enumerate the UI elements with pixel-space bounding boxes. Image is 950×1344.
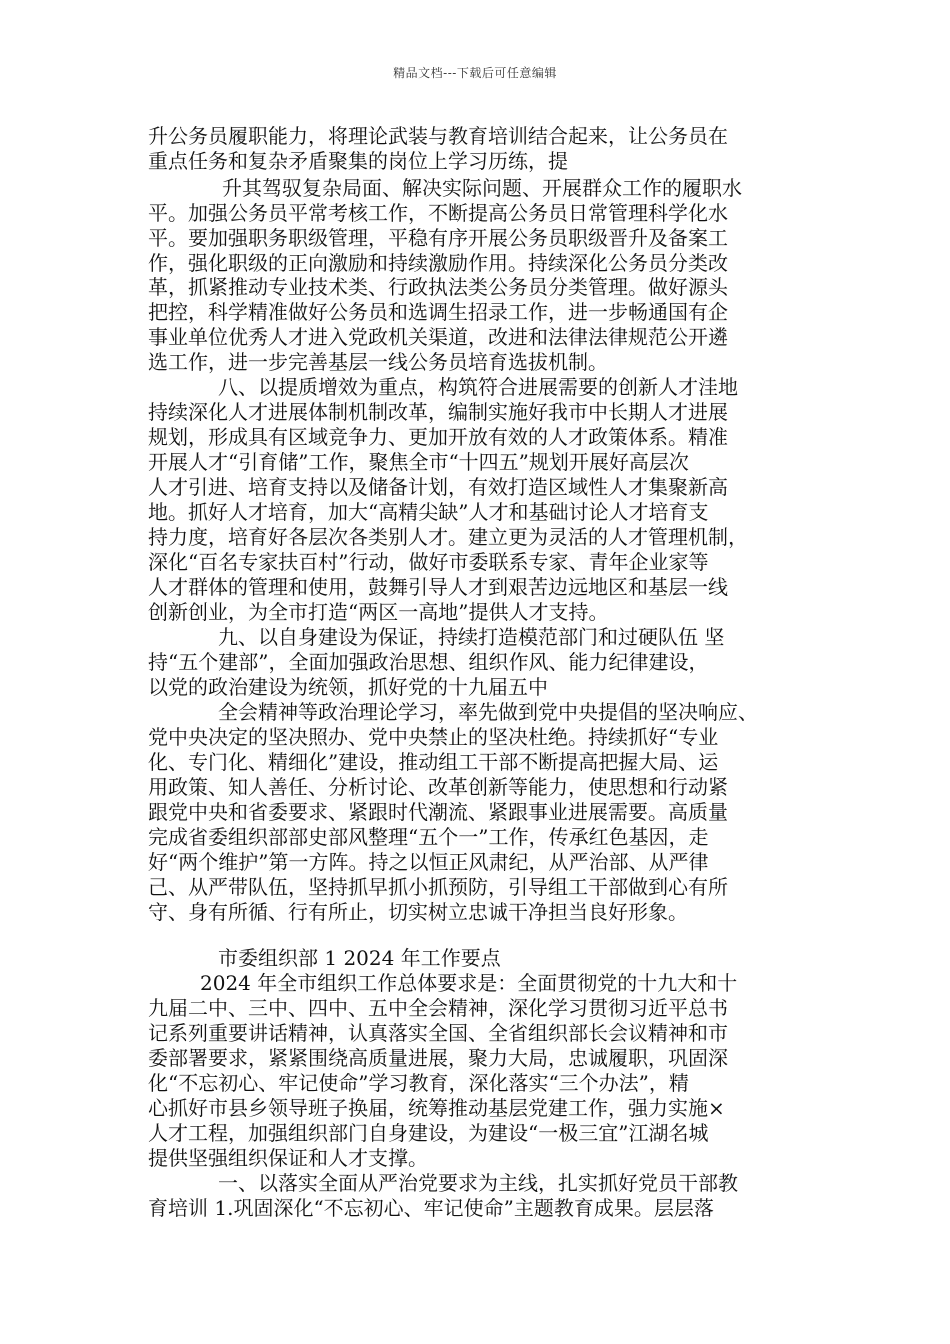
text-line: 开展人才“引育储”工作，聚焦全市“十四五”规划开展好高层次 [148,450,689,474]
text-line: 持续深化人才进展体制机制改革，编制实施好我市中长期人才进展 [148,400,728,424]
text-line: 八、以提质增效为重点，构筑符合进展需要的创新人才洼地 [218,375,738,399]
text-line: 作，强化职级的正向激励和持续激励作用。持续深化公务员分类改 [148,251,728,275]
text-line: 化、专门化、精细化”建设，推动组工干部不断提高把握大局、运 [148,750,719,774]
text-line: 化“不忘初心、牢记使命”学习教育，深化落实“三个办法”，精 [148,1071,689,1095]
text-line: 九、以自身建设为保证，持续打造模范部门和过硬队伍 坚 [218,625,725,649]
text-line: 事业单位优秀人才进入党政机关渠道，改进和法律法律规范公开遴 [148,325,728,349]
text-line: 持“五个建部”，全面加强政治思想、组织作风、能力纪律建设， [148,650,709,674]
text-line: 人才引进、培育支持以及储备计划，有效打造区域性人才集聚新高 [148,475,728,499]
text-line: 守、身有所循、行有所止，切实树立忠诚干净担当良好形象。 [148,900,688,924]
text-line: 提供坚强组织保证和人才支撑。 [148,1146,428,1170]
text-line: 选工作，进一步完善基层一线公务员培育选拔机制。 [148,350,608,374]
text-line: 升其驾驭复杂局面、解决实际问题、开展群众工作的履职水 [222,176,742,200]
text-line: 升公务员履职能力，将理论武装与教育培训结合起来，让公务员在 [148,124,728,148]
page-header: 精品文档---下载后可任意编辑 [393,66,557,80]
text-line: 地。抓好人才培育，加大“高精尖缺”人才和基础讨论人才培育支 [148,500,709,524]
text-line: 2024 年全市组织工作总体要求是：全面贯彻党的十九大和十 [200,971,738,995]
text-line: 委部署要求，紧紧围绕高质量进展，聚力大局，忠诚履职，巩固深 [148,1046,728,1070]
text-line: 以党的政治建设为统领，抓好党的十九届五中 [148,675,548,699]
text-line: 好“两个维护”第一方阵。持之以恒正风肃纪，从严治部、从严律 [148,850,709,874]
text-line: 记系列重要讲话精神，认真落实全国、全省组织部长会议精神和市 [148,1021,728,1045]
text-line: 革，抓紧推动专业技术类、行政执法类公务员分类管理。做好源头 [148,275,728,299]
text-line: 平。加强公务员平常考核工作，不断提高公务员日常管理科学化水 [148,201,728,225]
text-line: 完成省委组织部部史部风整理“五个一”工作，传承红色基因，走 [148,825,709,849]
text-line: 九届二中、三中、四中、五中全会精神，深化学习贯彻习近平总书 [148,996,728,1020]
text-line: 规划，形成具有区域竞争力、更加开放有效的人才政策体系。精准 [148,425,728,449]
text-line: 平。要加强职务职级管理，平稳有序开展公务员职级晋升及备案工 [148,226,728,250]
text-line: 心抓好市县乡领导班子换届，统筹推动基层党建工作，强力实施× [148,1096,725,1120]
text-line: 人才群体的管理和使用，鼓舞引导人才到艰苦边远地区和基层一线 [148,575,728,599]
text-line: 用政策、知人善任、分析讨论、改革创新等能力，使思想和行动紧 [148,775,728,799]
text-line: 全会精神等政治理论学习，率先做到党中央提倡的坚决响应、 [218,700,758,724]
text-line: 把控，科学精准做好公务员和选调生招录工作，进一步畅通国有企 [148,300,728,324]
text-line: 跟党中央和省委要求、紧跟时代潮流、紧跟事业进展需要。高质量 [148,800,728,824]
text-line: 创新创业，为全市打造“两区一高地”提供人才支持。 [148,600,609,624]
text-line: 党中央决定的坚决照办、党中央禁止的坚决杜绝。持续抓好“专业 [148,725,719,749]
text-line: 人才工程，加强组织部门自身建设，为建设“一极三宜”江湖名城 [148,1121,709,1145]
text-line: 深化“百名专家扶百村”行动，做好市委联系专家、青年企业家等 [148,550,709,574]
text-line: 一、以落实全面从严治党要求为主线，扎实抓好党员干部教 [218,1171,738,1195]
text-line: 重点任务和复杂矛盾聚集的岗位上学习历练，提 [148,149,568,173]
text-line: 育培训 1.巩固深化“不忘初心、牢记使命”主题教育成果。层层落 [148,1196,714,1220]
section-title: 市委组织部 1 2024 年工作要点 [218,946,501,970]
text-line: 持力度，培育好各层次各类别人才。建立更为灵活的人才管理机制， [148,525,748,549]
text-line: 己、从严带队伍，坚持抓早抓小抓预防，引导组工干部做到心有所 [148,875,728,899]
